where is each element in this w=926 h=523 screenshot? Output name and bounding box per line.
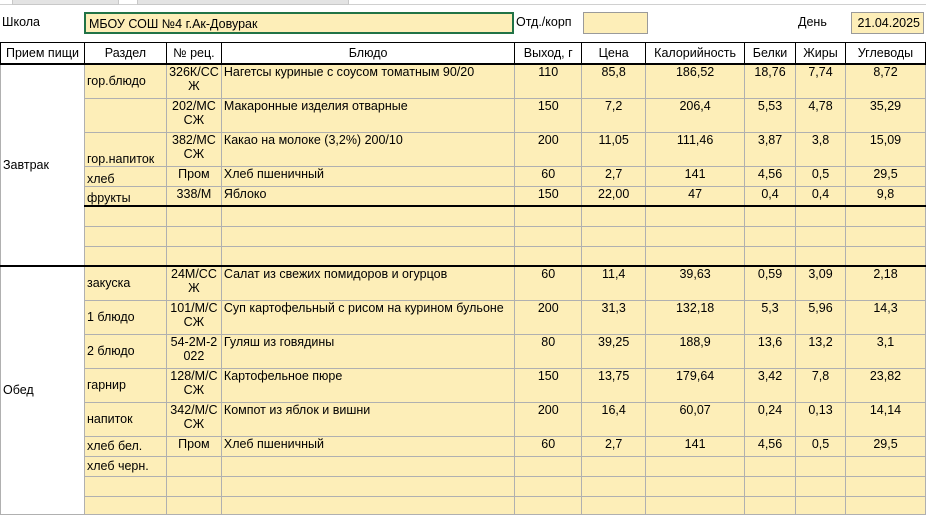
- recipe-cell[interactable]: [166, 476, 221, 496]
- carbs-cell[interactable]: [845, 456, 925, 476]
- section-cell[interactable]: гор.блюдо: [84, 64, 166, 98]
- recipe-cell[interactable]: Пром: [166, 436, 221, 456]
- menu-table: [0, 42, 926, 515]
- section-cell[interactable]: [84, 98, 166, 132]
- output-cell[interactable]: 110: [515, 64, 582, 98]
- calories-cell[interactable]: 47: [646, 186, 745, 206]
- carbs-cell[interactable]: [845, 476, 925, 496]
- table-row: [1, 436, 926, 456]
- carbs-cell[interactable]: 14,14: [845, 402, 925, 436]
- protein-cell[interactable]: 4,56: [745, 166, 796, 186]
- section-cell[interactable]: [84, 246, 166, 266]
- recipe-cell[interactable]: 101/М/ССЖ: [166, 300, 221, 334]
- calories-cell[interactable]: 186,52: [646, 64, 745, 98]
- column-header[interactable]: Углеводы: [845, 43, 925, 65]
- section-cell[interactable]: фрукты: [84, 186, 166, 206]
- dept-label: Отд./корп: [516, 15, 572, 29]
- section-cell[interactable]: хлеб: [84, 166, 166, 186]
- column-header[interactable]: Цена: [582, 43, 646, 65]
- school-label: Школа: [2, 15, 40, 29]
- sheet-tab-strip: [0, 0, 926, 5]
- protein-cell[interactable]: [745, 456, 796, 476]
- dish-cell[interactable]: Хлеб пшеничный: [221, 166, 514, 186]
- price-cell[interactable]: [582, 476, 646, 496]
- fat-cell[interactable]: 0,5: [796, 166, 846, 186]
- output-cell[interactable]: 200: [515, 402, 582, 436]
- table-row: [1, 206, 926, 226]
- section-cell[interactable]: гарнир: [84, 368, 166, 402]
- calories-cell[interactable]: [646, 496, 745, 514]
- fat-cell[interactable]: [796, 496, 846, 514]
- calories-cell[interactable]: 141: [646, 436, 745, 456]
- recipe-cell[interactable]: [166, 456, 221, 476]
- table-row: [1, 456, 926, 476]
- output-cell[interactable]: 60: [515, 166, 582, 186]
- calories-cell[interactable]: 188,9: [646, 334, 745, 368]
- section-cell[interactable]: [84, 226, 166, 246]
- fat-cell[interactable]: 0,4: [796, 186, 846, 206]
- output-cell[interactable]: 150: [515, 368, 582, 402]
- dish-cell[interactable]: Компот из яблок и вишни: [221, 402, 514, 436]
- meal-cell[interactable]: Обед: [1, 266, 85, 514]
- fat-cell[interactable]: 0,5: [796, 436, 846, 456]
- price-cell[interactable]: 11,4: [582, 266, 646, 300]
- dish-cell[interactable]: [221, 246, 514, 266]
- recipe-cell[interactable]: 326К/ССЖ: [166, 64, 221, 98]
- output-cell[interactable]: [515, 496, 582, 514]
- output-cell[interactable]: 200: [515, 300, 582, 334]
- recipe-cell[interactable]: [166, 496, 221, 514]
- carbs-cell[interactable]: [845, 206, 925, 226]
- calories-cell[interactable]: [646, 226, 745, 246]
- protein-cell[interactable]: [745, 496, 796, 514]
- sheet-tab[interactable]: [137, 0, 349, 5]
- calories-cell[interactable]: 60,07: [646, 402, 745, 436]
- recipe-cell[interactable]: [166, 226, 221, 246]
- fat-cell[interactable]: [796, 456, 846, 476]
- table-row: [1, 98, 926, 132]
- table-row: [1, 334, 926, 368]
- recipe-cell[interactable]: 128/М/ССЖ: [166, 368, 221, 402]
- table-row: [1, 186, 926, 206]
- recipe-cell[interactable]: 342/М/ССЖ: [166, 402, 221, 436]
- recipe-cell[interactable]: 24М/ССЖ: [166, 266, 221, 300]
- column-header[interactable]: Жиры: [796, 43, 846, 65]
- fat-cell[interactable]: 3,09: [796, 266, 846, 300]
- price-cell[interactable]: [582, 496, 646, 514]
- protein-cell[interactable]: 0,4: [745, 186, 796, 206]
- protein-cell[interactable]: 0,59: [745, 266, 796, 300]
- section-cell[interactable]: [84, 476, 166, 496]
- protein-cell[interactable]: 13,6: [745, 334, 796, 368]
- dish-cell[interactable]: [221, 226, 514, 246]
- protein-cell[interactable]: 5,3: [745, 300, 796, 334]
- carbs-cell[interactable]: 8,72: [845, 64, 925, 98]
- recipe-cell[interactable]: 54-2М-2022: [166, 334, 221, 368]
- section-cell[interactable]: [84, 206, 166, 226]
- recipe-cell[interactable]: 382/МССЖ: [166, 132, 221, 166]
- recipe-cell[interactable]: 202/МССЖ: [166, 98, 221, 132]
- column-header[interactable]: Раздел: [84, 43, 166, 65]
- recipe-cell[interactable]: 338/М: [166, 186, 221, 206]
- carbs-cell[interactable]: [845, 226, 925, 246]
- output-cell[interactable]: 200: [515, 132, 582, 166]
- price-cell[interactable]: 31,3: [582, 300, 646, 334]
- calories-cell[interactable]: 132,18: [646, 300, 745, 334]
- carbs-cell[interactable]: 29,5: [845, 166, 925, 186]
- price-cell[interactable]: 22,00: [582, 186, 646, 206]
- section-cell[interactable]: хлеб бел.: [84, 436, 166, 456]
- dish-cell[interactable]: Картофельное пюре: [221, 368, 514, 402]
- price-cell[interactable]: 85,8: [582, 64, 646, 98]
- table-row: [1, 132, 926, 166]
- column-header-row: [1, 43, 926, 65]
- fat-cell[interactable]: [796, 206, 846, 226]
- dish-cell[interactable]: [221, 496, 514, 514]
- calories-cell[interactable]: [646, 246, 745, 266]
- price-cell[interactable]: 39,25: [582, 334, 646, 368]
- dish-cell[interactable]: Суп картофельный с рисом на курином бульоне: [221, 300, 514, 334]
- carbs-cell[interactable]: 9,8: [845, 186, 925, 206]
- dish-cell[interactable]: [221, 476, 514, 496]
- carbs-cell[interactable]: 14,3: [845, 300, 925, 334]
- calories-cell[interactable]: 179,64: [646, 368, 745, 402]
- carbs-cell[interactable]: 15,09: [845, 132, 925, 166]
- output-cell[interactable]: 60: [515, 436, 582, 456]
- section-cell[interactable]: хлеб черн.: [84, 456, 166, 476]
- price-cell[interactable]: 2,7: [582, 436, 646, 456]
- table-row: [1, 166, 926, 186]
- date-cell[interactable]: 21.04.2025: [851, 12, 924, 34]
- output-cell[interactable]: [515, 206, 582, 226]
- table-row: [1, 476, 926, 496]
- column-header[interactable]: Прием пищи: [1, 43, 85, 65]
- fat-cell[interactable]: 13,2: [796, 334, 846, 368]
- output-cell[interactable]: [515, 226, 582, 246]
- price-cell[interactable]: [582, 206, 646, 226]
- recipe-cell[interactable]: [166, 246, 221, 266]
- dish-cell[interactable]: Какао на молоке (3,2%) 200/10: [221, 132, 514, 166]
- price-cell[interactable]: [582, 456, 646, 476]
- section-cell[interactable]: напиток: [84, 402, 166, 436]
- carbs-cell[interactable]: [845, 496, 925, 514]
- price-cell[interactable]: 16,4: [582, 402, 646, 436]
- table-row: [1, 226, 926, 246]
- calories-cell[interactable]: [646, 206, 745, 226]
- dish-cell[interactable]: [221, 206, 514, 226]
- carbs-cell[interactable]: 23,82: [845, 368, 925, 402]
- fat-cell[interactable]: 5,96: [796, 300, 846, 334]
- output-cell[interactable]: 80: [515, 334, 582, 368]
- dish-cell[interactable]: Гуляш из говядины: [221, 334, 514, 368]
- output-cell[interactable]: 150: [515, 186, 582, 206]
- day-label: День: [798, 15, 827, 29]
- protein-cell[interactable]: [745, 206, 796, 226]
- dish-cell[interactable]: Салат из свежих помидоров и огурцов: [221, 266, 514, 300]
- protein-cell[interactable]: [745, 476, 796, 496]
- section-cell[interactable]: гор.напиток: [84, 132, 166, 166]
- calories-cell[interactable]: 206,4: [646, 98, 745, 132]
- fat-cell[interactable]: 0,13: [796, 402, 846, 436]
- protein-cell[interactable]: 3,87: [745, 132, 796, 166]
- fat-cell[interactable]: [796, 226, 846, 246]
- fat-cell[interactable]: [796, 246, 846, 266]
- fat-cell[interactable]: [796, 476, 846, 496]
- carbs-cell[interactable]: 3,1: [845, 334, 925, 368]
- carbs-cell[interactable]: 2,18: [845, 266, 925, 300]
- price-cell[interactable]: [582, 246, 646, 266]
- protein-cell[interactable]: [745, 226, 796, 246]
- calories-cell[interactable]: 39,63: [646, 266, 745, 300]
- dish-cell[interactable]: Яблоко: [221, 186, 514, 206]
- price-cell[interactable]: 2,7: [582, 166, 646, 186]
- carbs-cell[interactable]: [845, 246, 925, 266]
- section-cell[interactable]: 1 блюдо: [84, 300, 166, 334]
- table-row: [1, 496, 926, 514]
- dish-cell[interactable]: Нагетсы куриные с соусом томатным 90/20: [221, 64, 514, 98]
- fat-cell[interactable]: 7,74: [796, 64, 846, 98]
- price-cell[interactable]: 13,75: [582, 368, 646, 402]
- recipe-cell[interactable]: [166, 206, 221, 226]
- dept-value-cell[interactable]: [583, 12, 648, 34]
- protein-cell[interactable]: [745, 246, 796, 266]
- table-row: [1, 246, 926, 266]
- school-name-cell[interactable]: МБОУ СОШ №4 г.Ак-Довурак: [84, 12, 514, 34]
- protein-cell[interactable]: 0,24: [745, 402, 796, 436]
- meal-cell[interactable]: Завтрак: [1, 64, 85, 266]
- column-header[interactable]: Белки: [745, 43, 796, 65]
- recipe-cell[interactable]: Пром: [166, 166, 221, 186]
- price-cell[interactable]: 11,05: [582, 132, 646, 166]
- dish-cell[interactable]: Макаронные изделия отварные: [221, 98, 514, 132]
- table-row: [1, 64, 926, 98]
- section-cell[interactable]: закуска: [84, 266, 166, 300]
- section-cell[interactable]: 2 блюдо: [84, 334, 166, 368]
- column-header[interactable]: Выход, г: [515, 43, 582, 65]
- carbs-cell[interactable]: 29,5: [845, 436, 925, 456]
- protein-cell[interactable]: 18,76: [745, 64, 796, 98]
- column-header[interactable]: Калорийность: [646, 43, 745, 65]
- fat-cell[interactable]: 4,78: [796, 98, 846, 132]
- protein-cell[interactable]: 3,42: [745, 368, 796, 402]
- price-cell[interactable]: [582, 226, 646, 246]
- table-row: [1, 368, 926, 402]
- carbs-cell[interactable]: 35,29: [845, 98, 925, 132]
- sheet-tab[interactable]: [12, 0, 119, 5]
- dish-cell[interactable]: [221, 456, 514, 476]
- fat-cell[interactable]: 3,8: [796, 132, 846, 166]
- fat-cell[interactable]: 7,8: [796, 368, 846, 402]
- output-cell[interactable]: [515, 476, 582, 496]
- output-cell[interactable]: [515, 246, 582, 266]
- calories-cell[interactable]: [646, 476, 745, 496]
- output-cell[interactable]: 150: [515, 98, 582, 132]
- calories-cell[interactable]: 141: [646, 166, 745, 186]
- table-row: [1, 402, 926, 436]
- calories-cell[interactable]: [646, 456, 745, 476]
- output-cell[interactable]: [515, 456, 582, 476]
- protein-cell[interactable]: 4,56: [745, 436, 796, 456]
- column-header[interactable]: Блюдо: [221, 43, 514, 65]
- dish-cell[interactable]: Хлеб пшеничный: [221, 436, 514, 456]
- section-cell[interactable]: [84, 496, 166, 514]
- column-header[interactable]: № рец.: [166, 43, 221, 65]
- calories-cell[interactable]: 111,46: [646, 132, 745, 166]
- protein-cell[interactable]: 5,53: [745, 98, 796, 132]
- output-cell[interactable]: 60: [515, 266, 582, 300]
- price-cell[interactable]: 7,2: [582, 98, 646, 132]
- table-row: [1, 300, 926, 334]
- table-row: [1, 266, 926, 300]
